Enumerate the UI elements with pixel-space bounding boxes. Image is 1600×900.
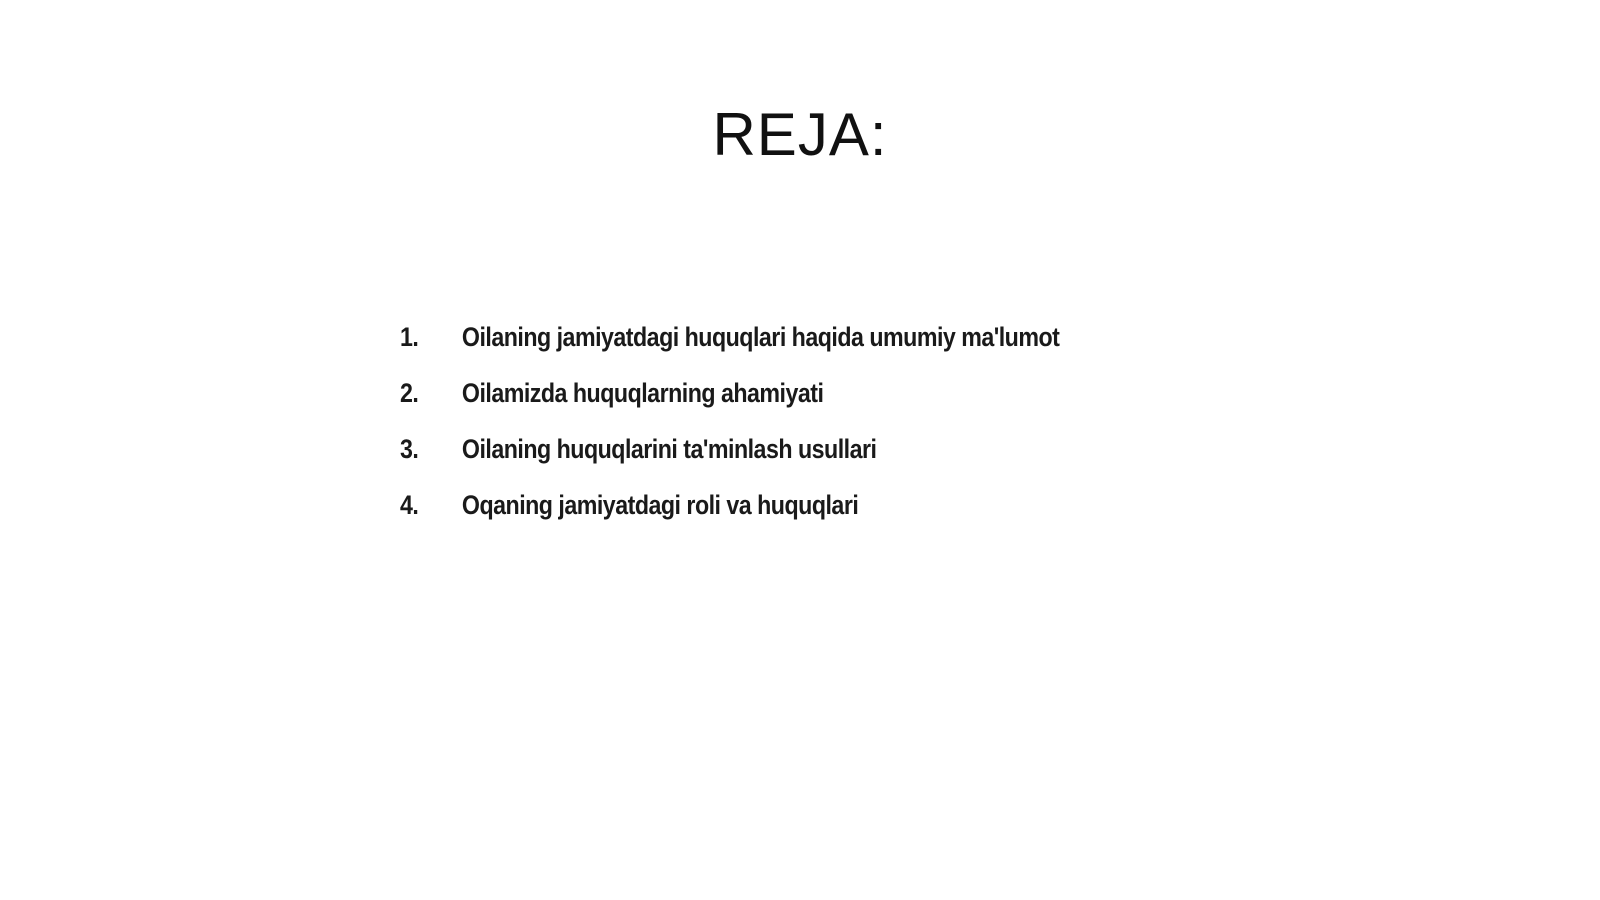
list-item [400, 490, 1059, 546]
list-item-number: 3. [400, 434, 419, 464]
plan-list [400, 322, 1167, 546]
list-item-text: Oilamizda huquqlarning ahamiyati [461, 378, 824, 408]
list-item-number: 1. [400, 322, 419, 352]
slide-title: REJA: [712, 101, 888, 168]
list-item-text: Oqaning jamiyatdagi roli va huquqlari [461, 490, 859, 520]
list-item [400, 434, 1059, 490]
list-item-number: 2. [400, 378, 419, 408]
list-item-text: Oilaning huquqlarini ta'minlash usullari [461, 434, 877, 464]
list-item-text: Oilaning jamiyatdagi huquqlari haqida umumiy ma'lumot [461, 322, 1060, 352]
list-item [400, 322, 1059, 378]
list-item [400, 378, 1059, 434]
list-item-number: 4. [400, 490, 419, 520]
